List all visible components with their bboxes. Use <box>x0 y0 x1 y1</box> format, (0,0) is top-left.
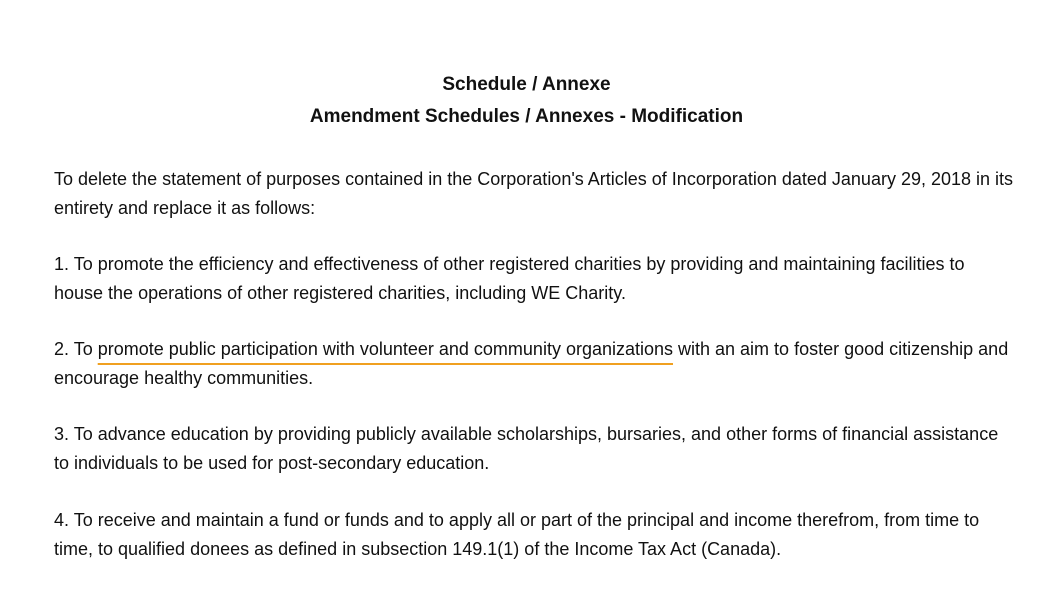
intro-paragraph: To delete the statement of purposes contained in the Corporation's Articles of Incorporation dated January 29, 2018 in its entirety and replace it as follows: <box>54 169 1014 218</box>
purpose-item-3: 3. To advance education by providing publicly available scholarships, bursaries, and other forms of financial assistance to individuals to be used for post-secondary education. <box>54 424 999 473</box>
purpose-item-2 <box>54 335 1014 393</box>
purpose-item-2-prefix: 2. To <box>54 339 98 359</box>
highlighted-phrase: promote public participation with volunteer and community organizations <box>97 339 674 359</box>
purpose-item-1: 1. To promote the efficiency and effectiveness of other registered charities by providing and maintaining facilities to house the operations of other registered charities, including WE Charity. <box>54 254 965 303</box>
purpose-item-4: 4. To receive and maintain a fund or funds and to apply all or part of the principal and income therefrom, from time to time, to qualified donees as defined in subsection 149.1(1) of the Income Tax Act (Canada). <box>54 510 980 559</box>
purpose-item-2-suffix: with an aim to foster good citizenship and encourage healthy communities. <box>54 339 1009 388</box>
document-subtitle: Amendment Schedules / Annexes - Modification <box>309 106 744 127</box>
document-title: Schedule / Annexe <box>442 74 611 95</box>
